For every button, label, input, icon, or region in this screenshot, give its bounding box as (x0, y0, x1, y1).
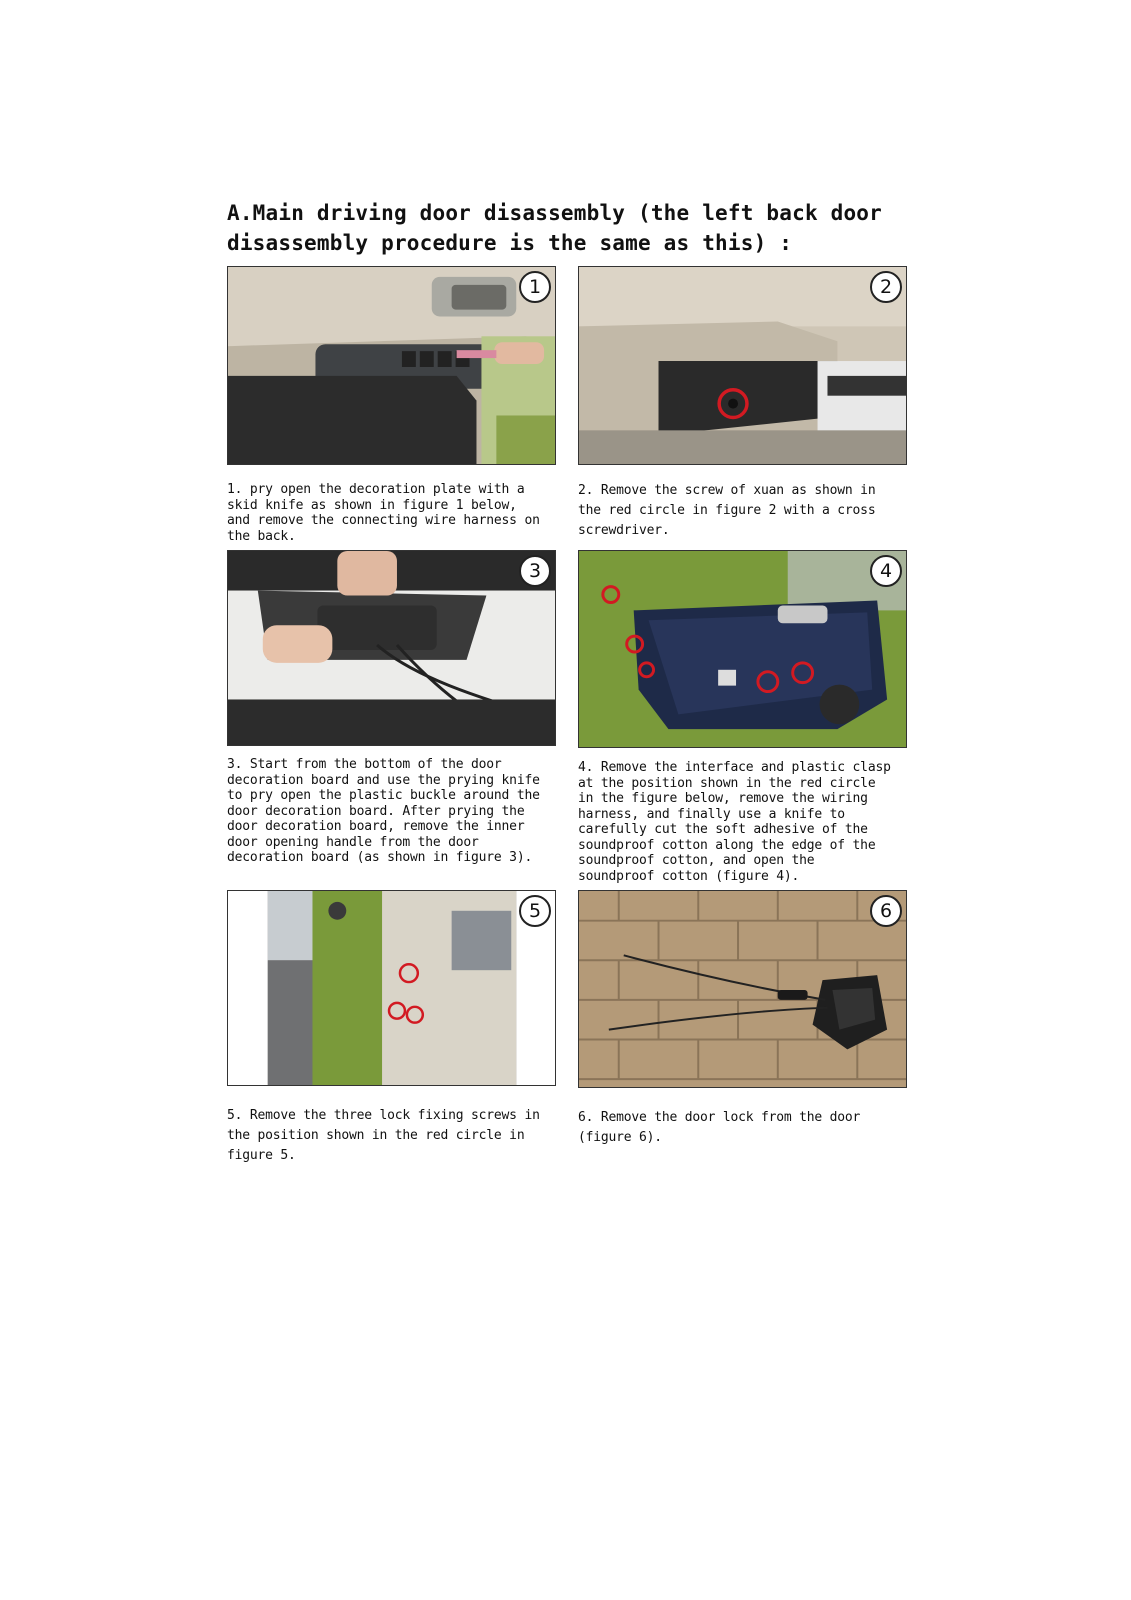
figure-1-caption: 1. pry open the decoration plate with a skid knife as shown in figure 1 below, and remove the connecting wire harness on the back. (227, 482, 540, 544)
door-panel-handle-removal-photo (228, 551, 555, 745)
figure-6-photo (578, 890, 907, 1088)
door-handle-screw-photo (579, 267, 906, 464)
figure-2-photo (578, 266, 907, 465)
lock-fixing-screws-photo (228, 891, 555, 1085)
page-title: A.Main driving door disassembly (the left back door disassembly procedure is the same as this) : (227, 201, 882, 255)
figure-4-photo (578, 550, 907, 748)
soundproof-cotton-photo (579, 551, 906, 747)
figure-4-number-badge: 4 (870, 555, 902, 587)
figure-5-caption: 5. Remove the three lock fixing screws in the position shown in the red circle in figure 5. (227, 1108, 540, 1163)
figure-6-caption: 6. Remove the door lock from the door (figure 6). (578, 1110, 861, 1145)
door-trim-window-switch-photo (228, 267, 555, 464)
figure-4-caption: 4. Remove the interface and plastic clasp at the position shown in the red circle in the figure below, remove the wiring harness, and finally use a knife to carefully cut the soft adhesive of the soundproof cotton along the edge of the soundproof cotton, and open the soundproof cotton (figure 4). (578, 760, 891, 884)
figure-5-photo (227, 890, 556, 1086)
figure-3-caption: 3. Start from the bottom of the door decoration board and use the prying knife to pry open the plastic buckle around the door decoration board. After prying the door decoration board, remove the inner door opening handle from the door decoration board (as shown in figure 3). (227, 757, 540, 865)
door-lock-on-pavement-photo (579, 891, 906, 1087)
figure-1-photo (227, 266, 556, 465)
figure-2-caption: 2. Remove the screw of xuan as shown in the red circle in figure 2 with a cross screwdriver. (578, 483, 876, 538)
figure-5-number-badge: 5 (519, 895, 551, 927)
figure-1-number-badge: 1 (519, 271, 551, 303)
figure-6-number-badge: 6 (870, 895, 902, 927)
figure-3-number-badge: 3 (519, 555, 551, 587)
figure-2-number-badge: 2 (870, 271, 902, 303)
figure-3-photo (227, 550, 556, 746)
